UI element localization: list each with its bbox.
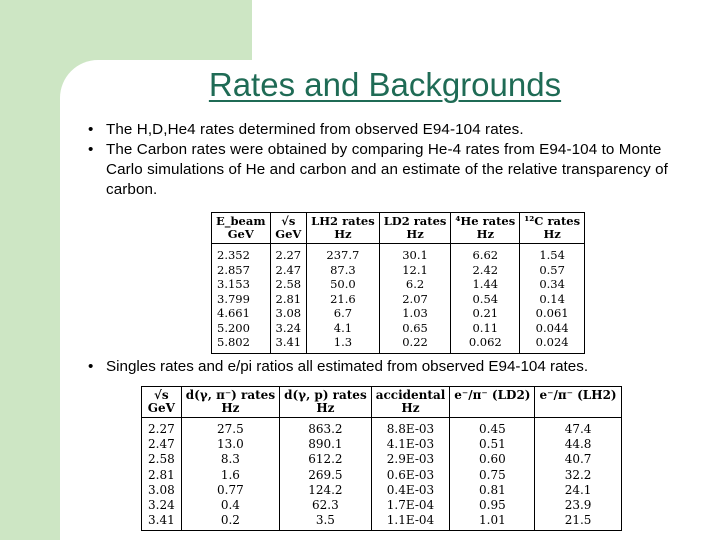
table-cell: 0.11 [451,321,520,336]
table-cell: 237.7 [307,244,380,263]
rates-table [211,212,585,354]
column-header-label: √s [281,214,296,228]
column-header [181,387,279,418]
background-green-corner [0,0,252,60]
table-cell: 2.857 [212,263,271,278]
table-cell: 2.27 [270,244,307,263]
column-header-unit: Hz [401,401,420,415]
table-cell: 21.5 [535,513,621,531]
table-cell: 0.57 [520,263,585,278]
table-cell: 0.2 [181,513,279,531]
table-cell: 2.42 [451,263,520,278]
table-cell: 0.4E-03 [371,483,450,498]
bullet-text: The Carbon rates were obtained by comparing He-4 rates from E94-104 to Monte Carlo simulations of He and carbon and an estimate of the relative transparency of carbon. [106,141,669,198]
table-cell: 6.2 [379,277,451,292]
column-header-label: √s [154,388,169,402]
table-cell: 44.8 [535,437,621,452]
table-cell: 12.1 [379,263,451,278]
column-header [307,213,380,244]
table-cell: 0.4 [181,498,279,513]
table-row [142,498,622,513]
table-cell: 0.21 [451,306,520,321]
table-cell: 0.60 [450,452,535,467]
table-cell: 3.24 [270,321,307,336]
column-header-label: ⁴He rates [455,214,516,228]
table-cell: 890.1 [280,437,372,452]
column-header-unit: Hz [316,401,335,415]
column-header [371,387,450,418]
column-header-label: ¹²C rates [524,214,581,228]
table-cell: 0.65 [379,321,451,336]
column-header-label: e⁻/π⁻ (LH2) [539,388,617,402]
table-cell: 0.061 [520,306,585,321]
bullet-dot: • [88,358,94,375]
table-cell: 4.1 [307,321,380,336]
table-cell: 40.7 [535,452,621,467]
table-cell: 1.01 [450,513,535,531]
table-header-row [212,213,585,244]
singles-rates-table [141,386,622,531]
table-row [142,452,622,467]
table-cell: 30.1 [379,244,451,263]
table-cell: 0.51 [450,437,535,452]
column-header-unit: Hz [476,227,494,241]
table-cell: 3.153 [212,277,271,292]
table-cell: 2.47 [142,437,182,452]
table-cell: 0.062 [451,335,520,353]
table-row [212,263,585,278]
table-cell: 2.07 [379,292,451,307]
table-row [142,513,622,531]
column-header-label: accidental [375,388,446,402]
column-header [270,213,307,244]
table-cell: 2.58 [270,277,307,292]
table-cell: 4.1E-03 [371,437,450,452]
column-header-unit: Hz [543,227,561,241]
table-cell: 5.200 [212,321,271,336]
table-cell: 0.54 [451,292,520,307]
table-cell: 4.661 [212,306,271,321]
table-cell: 2.81 [270,292,307,307]
table-cell: 0.044 [520,321,585,336]
table-cell: 124.2 [280,483,372,498]
table-cell: 23.9 [535,498,621,513]
table-cell: 1.7E-04 [371,498,450,513]
column-header [280,387,372,418]
table-cell: 2.352 [212,244,271,263]
table-cell: 1.6 [181,468,279,483]
table-cell: 0.22 [379,335,451,353]
table-cell: 0.024 [520,335,585,353]
column-header [451,213,520,244]
table-cell: 2.27 [142,418,182,438]
table-cell: 0.81 [450,483,535,498]
table-row [142,468,622,483]
table-cell: 50.0 [307,277,380,292]
table-cell: 13.0 [181,437,279,452]
table-cell: 3.24 [142,498,182,513]
table-row [212,335,585,353]
table-cell: 6.62 [451,244,520,263]
table-cell: 1.3 [307,335,380,353]
table-cell: 1.44 [451,277,520,292]
table-cell: 87.3 [307,263,380,278]
bullet-item [88,358,720,375]
table-cell: 863.2 [280,418,372,438]
table-cell: 1.54 [520,244,585,263]
table-cell: 2.9E-03 [371,452,450,467]
table-cell: 3.08 [142,483,182,498]
column-header [212,213,271,244]
bullet-item [88,120,698,140]
table-cell: 3.41 [270,335,307,353]
table-cell: 32.2 [535,468,621,483]
table-row [212,321,585,336]
table-cell: 21.6 [307,292,380,307]
column-header [520,213,585,244]
table-row [142,418,622,438]
table-cell: 3.799 [212,292,271,307]
column-header-label: LD2 rates [383,214,447,228]
table-cell: 62.3 [280,498,372,513]
table-row [212,277,585,292]
table-cell: 0.14 [520,292,585,307]
table-cell: 8.8E-03 [371,418,450,438]
table-cell: 5.802 [212,335,271,353]
table-cell: 269.5 [280,468,372,483]
table-cell: 24.1 [535,483,621,498]
column-header-unit: Hz [221,401,240,415]
table-cell: 0.95 [450,498,535,513]
table-cell: 0.34 [520,277,585,292]
bullet-text: The H,D,He4 rates determined from observed E94-104 rates. [106,121,524,138]
column-header-label: d(γ, π⁻) rates [185,388,276,402]
column-header-unit: Hz [406,227,424,241]
bullet-dot: • [88,121,94,138]
table-cell: 3.41 [142,513,182,531]
column-header-unit [454,402,530,415]
table-cell: 0.77 [181,483,279,498]
column-header-label: LH2 rates [311,214,375,228]
bullet-dot: • [88,141,94,158]
table-cell: 0.75 [450,468,535,483]
slide-title: Rates and Backgrounds [208,66,562,103]
column-header-unit: GeV [147,401,175,415]
table-row [142,483,622,498]
bullet-list [88,120,698,200]
column-header-label: E_beam [216,214,266,228]
table-cell: 0.45 [450,418,535,438]
bullet-text: Singles rates and e/pi ratios all estimated from observed E94-104 rates. [106,358,589,375]
table-header-row [142,387,622,418]
column-header-unit: Hz [334,227,352,241]
column-header [142,387,182,418]
table-cell: 1.03 [379,306,451,321]
bullet-item [88,140,698,200]
table-cell: 2.47 [270,263,307,278]
column-header-unit [539,402,616,415]
table-row [212,292,585,307]
table-cell: 6.7 [307,306,380,321]
column-header [450,387,535,418]
column-header-unit: GeV [275,227,302,241]
table-cell: 612.2 [280,452,372,467]
column-header-label: e⁻/π⁻ (LD2) [454,388,531,402]
table-cell: 27.5 [181,418,279,438]
column-header-unit: GeV [227,227,254,241]
table-cell: 3.5 [280,513,372,531]
column-header [535,387,621,418]
table-cell: 2.58 [142,452,182,467]
column-header-label: d(γ, p) rates [284,388,367,402]
table-cell: 3.08 [270,306,307,321]
table-row [142,437,622,452]
table-cell: 2.81 [142,468,182,483]
table-row [212,306,585,321]
table-row [212,244,585,263]
column-header [379,213,451,244]
table-cell: 0.6E-03 [371,468,450,483]
table-cell: 1.1E-04 [371,513,450,531]
table-cell: 47.4 [535,418,621,438]
table-cell: 8.3 [181,452,279,467]
